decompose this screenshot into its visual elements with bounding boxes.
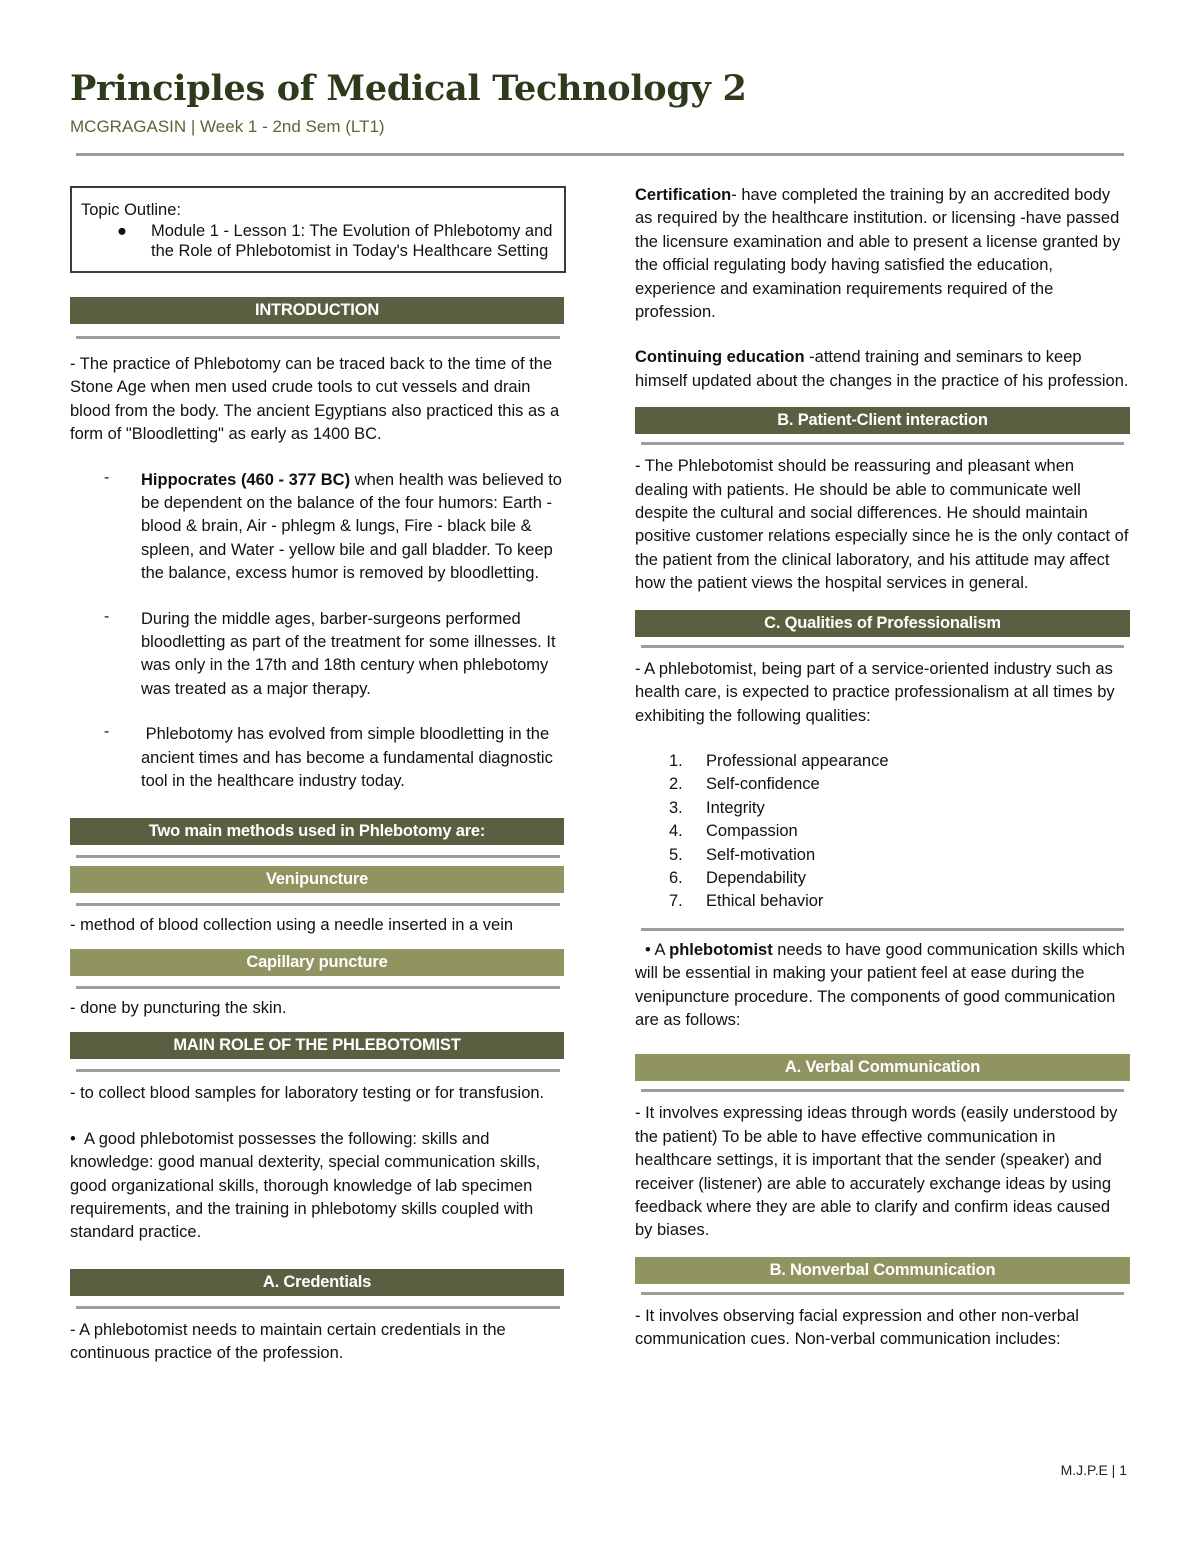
- bullet-icon: •: [70, 1129, 76, 1148]
- introduction-heading: INTRODUCTION: [70, 297, 564, 324]
- bullet-icon: •: [645, 940, 651, 959]
- dash-marker: -: [104, 723, 110, 741]
- list-item: 4. Compassion: [669, 822, 798, 841]
- main-role-heading: MAIN ROLE OF THE PHLEBOTOMIST: [70, 1032, 564, 1059]
- history-item-middle-ages: [70, 608, 566, 702]
- verbal-communication-text: - It involves expressing ideas through words (easily understood by the patient) To be able to have effective communication in healthcare settings, it is important that the sender (speaker) and receiver (listener) are able to accurately exchange ideas by using feedback where they are able to clarify and confirm ideas caused by biases.: [635, 1104, 1118, 1240]
- patient-client-text: - The Phlebotomist should be reassuring and pleasant when dealing with patients. He should be able to communicate well despite the cultural and social differences. He should maintain positive customer relations especially since he is the only contact of the patient from the clinical laboratory, and his attitude may affect how the patient views the hospital services in general.: [635, 457, 1129, 593]
- continuing-education-text: -attend training and seminars to keep himself updated about the changes in the practice of his profession.: [635, 348, 1129, 390]
- header-divider: [76, 153, 1124, 156]
- certification-text: - have completed the training by an accredited body as required by the healthcare institution. or licensing -have passed the licensure examination and able to present a license granted by the official regulating body having satisfied the education, experience and examination requirements required of the profession.: [635, 186, 1121, 322]
- page-footer: M.J.P.E | 1: [1060, 1462, 1127, 1478]
- good-phlebotomist-text: A good phlebotomist possesses the following: skills and knowledge: good manual dexterity, special communication skills, good organizational skills, thorough knowledge of lab specimen requirements, and the training in phlebotomy skills coupled with standard practice.: [70, 1129, 545, 1242]
- good-phlebotomist-paragraph: [70, 1128, 566, 1245]
- left-column: [70, 186, 566, 1366]
- list-item: 6. Dependability: [669, 868, 806, 887]
- venipuncture-heading: Venipuncture: [70, 866, 564, 893]
- certification-label: Certification: [635, 186, 732, 204]
- capillary-puncture-heading: Capillary puncture: [70, 949, 564, 976]
- capillary-puncture-text: - done by puncturing the skin.: [70, 998, 287, 1017]
- communication-text: needs to have good communication skills which will be essential in making your patient feel at ease during the venipuncture procedure. The components of good communication are as follows:: [635, 940, 1130, 1029]
- bullet-icon: ●: [117, 222, 127, 240]
- history-item-hippocrates: [70, 469, 566, 586]
- list-item: 2. Self-confidence: [669, 775, 820, 794]
- list-item: 7. Ethical behavior: [669, 892, 824, 911]
- professionalism-heading: C. Qualities of Professionalism: [635, 610, 1130, 637]
- topic-outline-item-text: Module 1 - Lesson 1: The Evolution of Phlebotomy and the Role of Phlebotomist in Today's Healthcare Setting: [151, 222, 553, 260]
- page-subtitle: MCGRAGASIN | Week 1 - 2nd Sem (LT1): [70, 117, 385, 136]
- list-item: 3. Integrity: [669, 798, 765, 817]
- list-item: 1. Professional appearance: [669, 751, 889, 770]
- phlebotomist-label: phlebotomist: [669, 940, 773, 959]
- credentials-text: - A phlebotomist needs to maintain certain credentials in the continuous practice of the profession.: [70, 1320, 506, 1363]
- topic-outline-box: [70, 186, 566, 273]
- right-column: [635, 184, 1130, 1352]
- certification-paragraph: [635, 184, 1130, 324]
- hippocrates-label: Hippocrates (460 - 377 BC): [141, 470, 351, 489]
- topic-outline-item: [117, 221, 554, 261]
- history-item-evolution: [70, 723, 566, 793]
- nonverbal-communication-text: - It involves observing facial expression and other non-verbal communication cues. Non-verbal communication includes:: [635, 1306, 1079, 1349]
- verbal-communication-heading: A. Verbal Communication: [635, 1054, 1130, 1081]
- qualities-list: [635, 750, 1130, 914]
- venipuncture-text: - method of blood collection using a needle inserted in a vein: [70, 915, 514, 934]
- topic-outline-list: [81, 221, 554, 261]
- introduction-text: - The practice of Phlebotomy can be traced back to the time of the Stone Age when men used crude tools to cut vessels and drain blood from the body. The ancient Egyptians also practiced this as a form of "Bloodletting" as early as 1400 BC.: [70, 355, 560, 444]
- topic-outline-label: Topic Outline:: [81, 201, 181, 219]
- patient-client-heading: B. Patient-Client interaction: [635, 407, 1130, 434]
- hippocrates-text: when health was believed to be dependent on the balance of the four humors: Earth - blood & brain, Air - phlegm & lungs, Fire - black bile & spleen, and Water - yellow bile and gall bladder. To keep the balance, excess humor is removed by bloodletting.: [141, 470, 562, 583]
- dash-marker: -: [104, 468, 110, 486]
- evolution-text: Phlebotomy has evolved from simple bloodletting in the ancient times and has become a fundamental diagnostic tool in the healthcare industry today.: [141, 725, 558, 791]
- continuing-education-paragraph: [635, 346, 1130, 393]
- credentials-heading: A. Credentials: [70, 1269, 564, 1296]
- nonverbal-communication-heading: B. Nonverbal Communication: [635, 1257, 1130, 1284]
- main-role-text: - to collect blood samples for laboratory testing or for transfusion.: [70, 1084, 545, 1103]
- middle-ages-text: During the middle ages, barber-surgeons performed bloodletting as part of the treatment for some illnesses. It was only in the 17th and 18th century when phlebotomy was treated as a major therapy.: [141, 609, 556, 698]
- communication-paragraph: • A phlebotomist needs to have good communication skills which will be essential in making your patient feel at ease during the venipuncture procedure. The components of good communication are as follows:: [635, 940, 1130, 1029]
- list-item: 5. Self-motivation: [669, 845, 816, 864]
- page-title: Principles of Medical Technology 2: [70, 68, 747, 109]
- dash-marker: -: [104, 607, 110, 625]
- professionalism-text: - A phlebotomist, being part of a service-oriented industry such as health care, is expected to practice professionalism at all times by exhibiting the following qualities:: [635, 659, 1115, 725]
- continuing-education-label: Continuing education: [635, 348, 805, 367]
- methods-heading: Two main methods used in Phlebotomy are:: [70, 818, 564, 845]
